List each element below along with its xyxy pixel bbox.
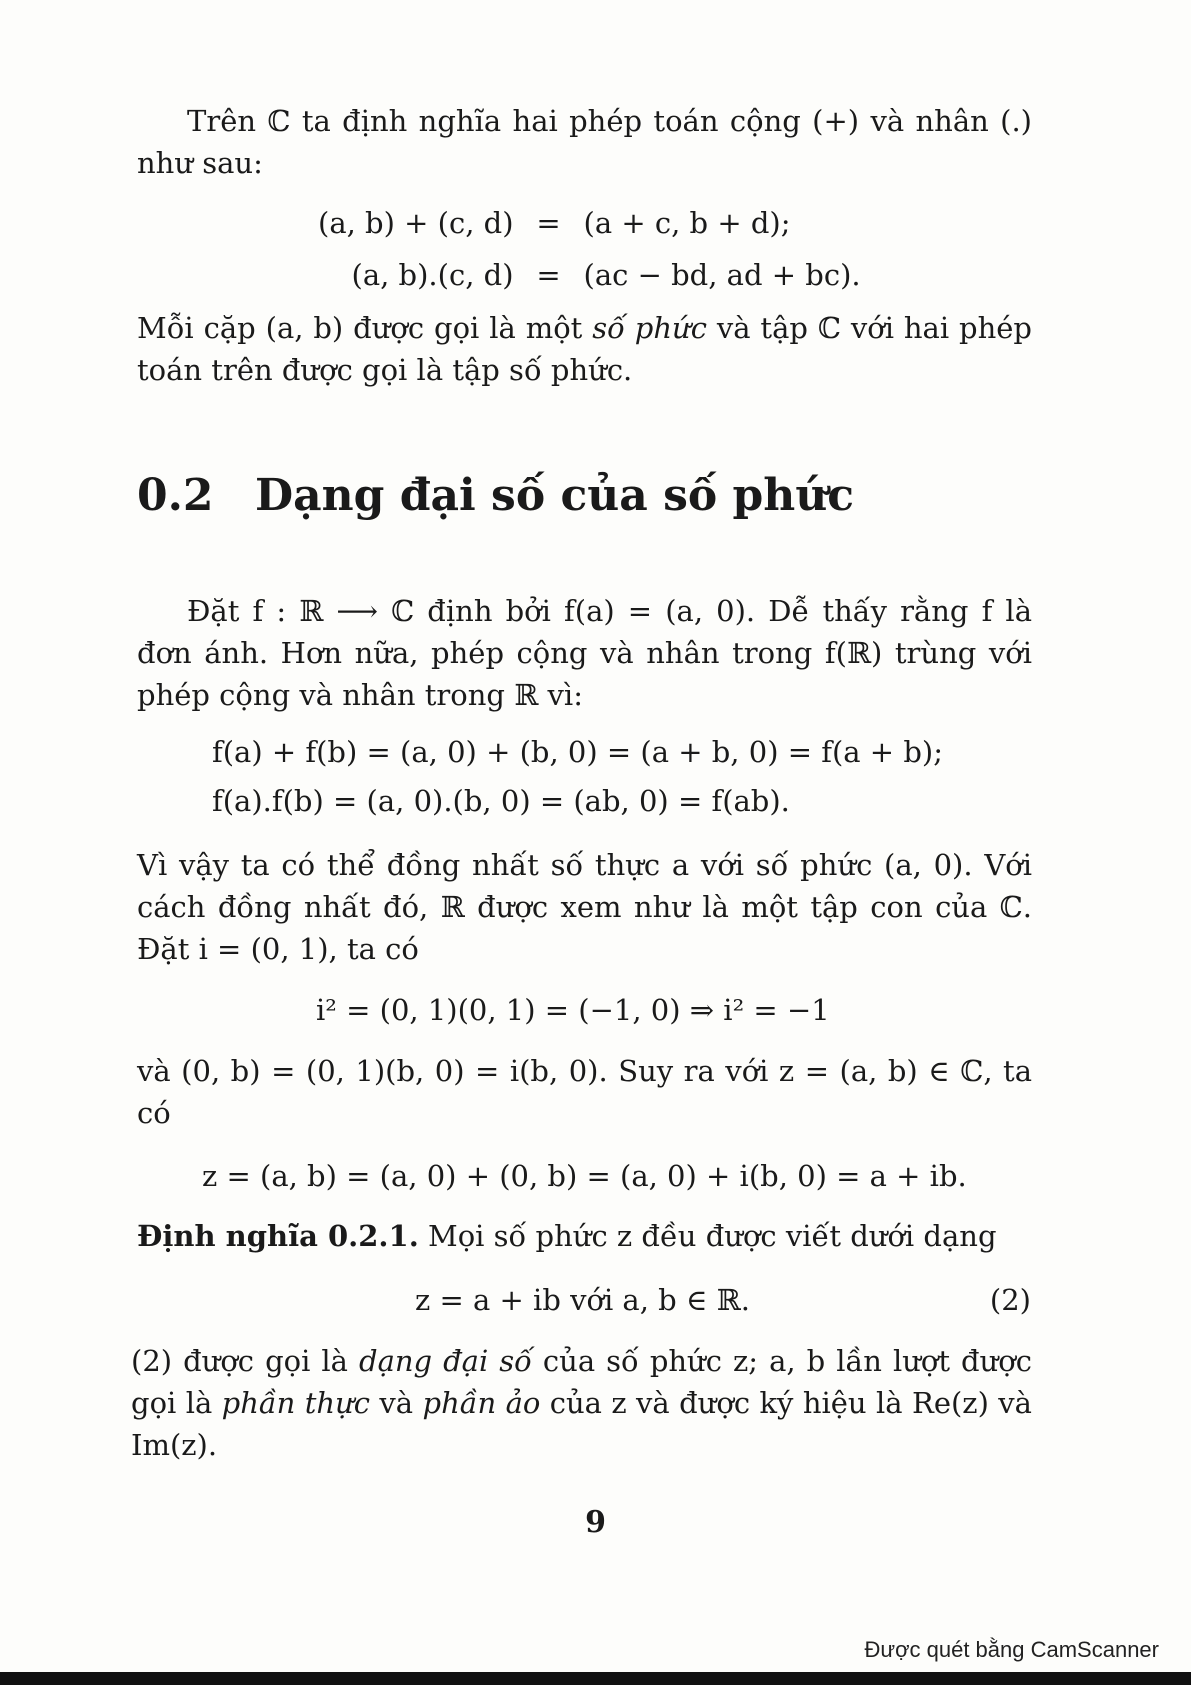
bottom-edge-band [0, 1672, 1191, 1685]
forms-term-real-part: phần thực [221, 1386, 371, 1420]
section-number: 0.2 [137, 470, 214, 521]
complex-def-after: và tập ℂ với hai phép toán trên được gọi là tập số phức. [137, 311, 1032, 387]
paragraph-identification: Vì vậy ta có thể đồng nhất số thực a với số phức (a, 0). Với cách đồng nhất đó, ℝ được xem như là một tập con của ℂ. Đặt i = (0, 1), ta có [137, 848, 1032, 966]
complex-def-before: Mỗi cặp (a, b) được gọi là một [137, 311, 593, 345]
definition-equation-number: (2) [989, 1283, 1031, 1317]
equation-addition-rhs: (a + c, b + d); [583, 206, 791, 240]
paragraph-complex-definition [137, 307, 1032, 391]
definition-equation: z = a + ib với a, b ∈ ℝ. [415, 1283, 750, 1317]
forms-part4: của z và được ký hiệu là Re(z) và Im(z). [131, 1386, 1032, 1462]
equation-multiplication-lhs: (a, b).(c, d) [351, 258, 514, 292]
definition-text: Mọi số phức z đều được viết dưới dạng [418, 1219, 997, 1253]
embedding-equation-sum: f(a) + f(b) = (a, 0) + (b, 0) = (a + b, 0) = f(a + b); [212, 735, 943, 769]
embedding-equation-product: f(a).f(b) = (a, 0).(b, 0) = (ab, 0) = f(ab). [212, 784, 790, 818]
forms-term-imaginary-part: phần ảo [422, 1386, 541, 1420]
paragraph-operations-intro: Trên ℂ ta định nghĩa hai phép toán cộng (+) và nhân (.) như sau: [137, 104, 1032, 180]
equation-z-algebraic: z = (a, b) = (a, 0) + (0, b) = (a, 0) + i(b, 0) = a + ib. [202, 1159, 967, 1193]
equation-addition-op: = [536, 206, 561, 240]
paragraph-forms [131, 1340, 1032, 1466]
paragraph-embedding: Đặt f : ℝ ⟶ ℂ định bởi f(a) = (a, 0). Dễ thấy rằng f là đơn ánh. Hơn nữa, phép cộng và nhân trong f(ℝ) trùng với phép cộng và nhân trong ℝ vì: [137, 594, 1032, 712]
page-number: 9 [585, 1505, 606, 1540]
equation-i-squared: i² = (0, 1)(0, 1) = (−1, 0) ⇒ i² = −1 [316, 993, 830, 1027]
forms-part3: và [370, 1386, 423, 1420]
operations-equations [318, 197, 861, 301]
paragraph-suy-ra: và (0, b) = (0, 1)(b, 0) = i(b, 0). Suy ra với z = (a, b) ∈ ℂ, ta có [137, 1054, 1032, 1130]
equation-multiplication-rhs: (ac − bd, ad + bc). [583, 258, 861, 292]
equation-multiplication-op: = [536, 258, 561, 292]
definition-label: Định nghĩa 0.2.1. [137, 1219, 419, 1253]
equation-addition-lhs: (a, b) + (c, d) [318, 206, 514, 240]
forms-part2: của số phức z; a, b lần lượt được gọi là [131, 1344, 1032, 1420]
section-heading [137, 470, 854, 521]
definition-paragraph [137, 1215, 1032, 1257]
forms-part1: (2) được gọi là [131, 1344, 359, 1378]
forms-term-algebraic: dạng đại số [359, 1344, 532, 1378]
complex-def-term: số phức [592, 311, 707, 345]
scanner-watermark: Được quét bằng CamScanner [864, 1637, 1159, 1662]
section-title: Dạng đại số của số phức [255, 470, 855, 521]
